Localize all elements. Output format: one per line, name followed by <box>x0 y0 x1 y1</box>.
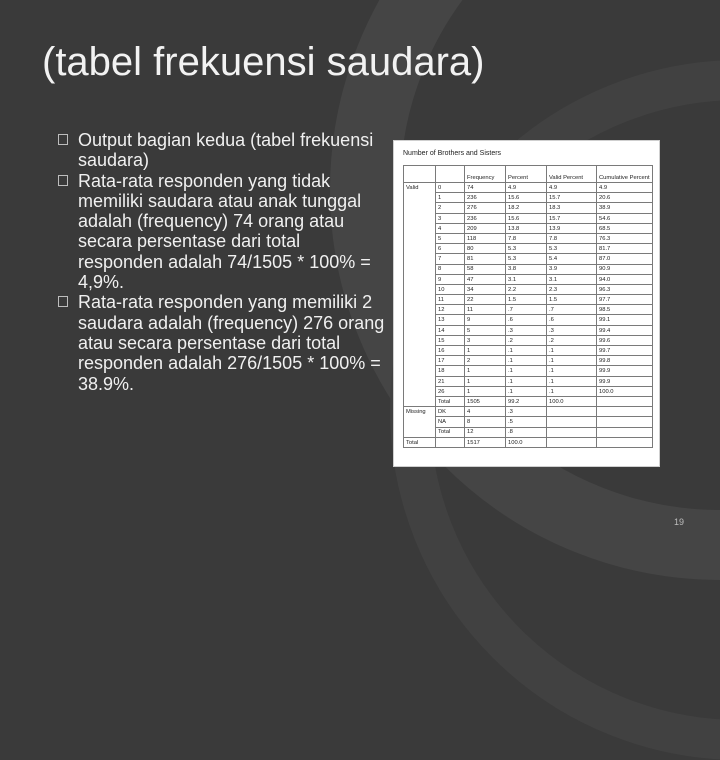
table-row <box>404 315 653 325</box>
table-cell: .1 <box>547 356 597 366</box>
table-cell <box>547 427 597 437</box>
table-cell: .1 <box>547 376 597 386</box>
table-row <box>404 254 653 264</box>
table-row <box>404 223 653 233</box>
bullet-list <box>58 130 388 394</box>
table-cell: .2 <box>547 335 597 345</box>
table-cell: .3 <box>506 407 547 417</box>
table-cell: 8 <box>436 264 465 274</box>
table-cell: 68.5 <box>597 223 653 233</box>
table-cell: .5 <box>506 417 547 427</box>
table-title: Number of Brothers and Sisters <box>403 150 502 157</box>
table-row <box>404 203 653 213</box>
table-cell: 47 <box>465 274 506 284</box>
table-cell: .7 <box>506 305 547 315</box>
table-cell <box>597 417 653 427</box>
table-cell: 3.9 <box>547 264 597 274</box>
table-cell: 236 <box>465 193 506 203</box>
table-cell: 81.7 <box>597 244 653 254</box>
table-row <box>404 213 653 223</box>
table-cell: 3.8 <box>506 264 547 274</box>
table-cell: 236 <box>465 213 506 223</box>
table-cell: 3.1 <box>547 274 597 284</box>
table-row <box>404 183 653 193</box>
table-cell: 11 <box>465 305 506 315</box>
table-header-row <box>404 166 653 183</box>
table-cell: 90.9 <box>597 264 653 274</box>
table-cell: 38.9 <box>597 203 653 213</box>
table-cell: 34 <box>465 284 506 294</box>
table-cell: 2.3 <box>547 284 597 294</box>
table-cell <box>436 437 465 447</box>
table-cell: 4 <box>465 407 506 417</box>
table-cell: 7.8 <box>547 233 597 243</box>
table-cell: 6 <box>436 244 465 254</box>
table-cell: 13 <box>436 315 465 325</box>
table-cell: 26 <box>436 386 465 396</box>
bullet-square-icon <box>58 175 68 186</box>
table-cell: 1 <box>465 376 506 386</box>
slide-title: (tabel frekuensi saudara) <box>42 40 485 84</box>
table-cell: Total <box>436 396 465 406</box>
table-cell: .1 <box>506 376 547 386</box>
table-cell: 9 <box>436 274 465 284</box>
table-cell: 100.0 <box>547 396 597 406</box>
header-empty <box>404 166 436 183</box>
table-cell: 9 <box>465 315 506 325</box>
table-cell: 15.6 <box>506 213 547 223</box>
table-cell: 18.2 <box>506 203 547 213</box>
table-cell: 14 <box>436 325 465 335</box>
table-cell: .1 <box>506 386 547 396</box>
table-cell: 7.8 <box>506 233 547 243</box>
table-cell: 5 <box>465 325 506 335</box>
table-cell: 94.0 <box>597 274 653 284</box>
table-row <box>404 274 653 284</box>
bullet-text: Output bagian kedua (tabel frekuensi saudara) <box>78 130 374 171</box>
table-cell: NA <box>436 417 465 427</box>
table-cell: 76.3 <box>597 233 653 243</box>
table-cell: 13.9 <box>547 223 597 233</box>
table-cell: 12 <box>436 305 465 315</box>
table-cell: 81 <box>465 254 506 264</box>
table-row <box>404 366 653 376</box>
table-cell: .3 <box>506 325 547 335</box>
table-cell: 58 <box>465 264 506 274</box>
table-cell: Total <box>436 427 465 437</box>
table-cell: 99.8 <box>597 356 653 366</box>
table-cell: 7 <box>436 254 465 264</box>
table-cell: 5.3 <box>506 254 547 264</box>
frequency-table <box>403 165 653 448</box>
table-cell: 5.3 <box>547 244 597 254</box>
table-cell: 99.7 <box>597 346 653 356</box>
header-cell: Frequency <box>465 166 506 183</box>
header-cell: Percent <box>506 166 547 183</box>
table-row <box>404 264 653 274</box>
table-row <box>404 417 653 427</box>
table-cell: Valid <box>404 183 436 407</box>
table-cell: 3.1 <box>506 274 547 284</box>
table-row <box>404 335 653 345</box>
table-cell: .1 <box>547 366 597 376</box>
table-cell: 4.9 <box>547 183 597 193</box>
table-cell <box>547 407 597 417</box>
table-cell: 3 <box>465 335 506 345</box>
table-row <box>404 396 653 406</box>
table-cell: 54.6 <box>597 213 653 223</box>
table-cell: 21 <box>436 376 465 386</box>
table-cell: 100.0 <box>597 386 653 396</box>
table-row <box>404 325 653 335</box>
table-row <box>404 305 653 315</box>
table-cell: 17 <box>436 356 465 366</box>
table-row <box>404 407 653 417</box>
table-cell: 99.4 <box>597 325 653 335</box>
table-cell: 20.6 <box>597 193 653 203</box>
table-cell: 99.9 <box>597 376 653 386</box>
table-cell: .1 <box>506 366 547 376</box>
table-cell: 18.3 <box>547 203 597 213</box>
table-cell: 1505 <box>465 396 506 406</box>
table-row <box>404 233 653 243</box>
table-cell: 209 <box>465 223 506 233</box>
table-cell: 276 <box>465 203 506 213</box>
bullet-item <box>58 130 388 171</box>
table-cell: Total <box>404 437 436 447</box>
bullet-text: Rata-rata responden yang tidak memiliki saudara atau anak tunggal adalah (frequency) 74 orang atau secara persentase dari total responden adalah 74/1505 * 100% = 4,9%. <box>78 170 371 293</box>
table-cell: 1 <box>465 346 506 356</box>
table-cell: .1 <box>547 386 597 396</box>
table-cell: .1 <box>506 346 547 356</box>
table-cell: 96.3 <box>597 284 653 294</box>
table-cell: .6 <box>547 315 597 325</box>
table-row <box>404 356 653 366</box>
table-cell <box>547 437 597 447</box>
table-cell: 1.5 <box>506 295 547 305</box>
table-cell: 2 <box>436 203 465 213</box>
table-cell: .2 <box>506 335 547 345</box>
table-cell <box>547 417 597 427</box>
table-cell: .1 <box>547 346 597 356</box>
table-row <box>404 244 653 254</box>
table-row <box>404 376 653 386</box>
table-row <box>404 193 653 203</box>
table-cell: 99.2 <box>506 396 547 406</box>
bullet-text: Rata-rata responden yang memiliki 2 saudara adalah (frequency) 276 orang atau secara persentase dari total responden adalah 276/1505 * 100% = 38.9%. <box>78 292 385 394</box>
header-cell: Cumulative Percent <box>597 166 653 183</box>
bullet-square-icon <box>58 296 68 307</box>
bullet-item <box>58 171 388 293</box>
bullet-item <box>58 292 388 393</box>
header-empty <box>436 166 465 183</box>
table-cell: 80 <box>465 244 506 254</box>
table-cell: 10 <box>436 284 465 294</box>
table-cell: 98.5 <box>597 305 653 315</box>
table-cell: 99.6 <box>597 335 653 345</box>
table-cell: 99.9 <box>597 366 653 376</box>
table-cell: 5.4 <box>547 254 597 264</box>
table-cell: 15.6 <box>506 193 547 203</box>
table-cell: 12 <box>465 427 506 437</box>
table-cell: 4 <box>436 223 465 233</box>
table-row <box>404 427 653 437</box>
table-cell: 100.0 <box>506 437 547 447</box>
table-cell: Missing <box>404 407 436 438</box>
table-cell: 16 <box>436 346 465 356</box>
page-number: 19 <box>674 517 685 527</box>
table-cell: 1517 <box>465 437 506 447</box>
table-cell: 87.0 <box>597 254 653 264</box>
table-cell <box>597 396 653 406</box>
table-cell: 1 <box>465 386 506 396</box>
table-cell: 13.8 <box>506 223 547 233</box>
table-cell: 118 <box>465 233 506 243</box>
table-cell: 8 <box>465 417 506 427</box>
table-cell: 1 <box>465 366 506 376</box>
table-cell: 97.7 <box>597 295 653 305</box>
table-row <box>404 386 653 396</box>
table-cell: .7 <box>547 305 597 315</box>
table-cell: 2 <box>465 356 506 366</box>
table-cell: 11 <box>436 295 465 305</box>
table-cell: 5.3 <box>506 244 547 254</box>
table-cell: 99.1 <box>597 315 653 325</box>
table-cell: 15.7 <box>547 193 597 203</box>
table-row <box>404 346 653 356</box>
table-cell: 3 <box>436 213 465 223</box>
table-cell: 0 <box>436 183 465 193</box>
table-cell: .1 <box>506 356 547 366</box>
table-cell: 15 <box>436 335 465 345</box>
table-row <box>404 284 653 294</box>
table-cell: 2.2 <box>506 284 547 294</box>
table-cell: .3 <box>547 325 597 335</box>
table-cell: 5 <box>436 233 465 243</box>
table-cell: 4.9 <box>506 183 547 193</box>
table-cell: .6 <box>506 315 547 325</box>
table-row <box>404 295 653 305</box>
table-cell: 4.9 <box>597 183 653 193</box>
table-cell: 1 <box>436 193 465 203</box>
table-cell <box>597 427 653 437</box>
header-cell: Valid Percent <box>547 166 597 183</box>
table-cell: 74 <box>465 183 506 193</box>
table-cell: 22 <box>465 295 506 305</box>
table-total-row <box>404 437 653 447</box>
frequency-table-image <box>393 140 660 467</box>
table-cell: 1.5 <box>547 295 597 305</box>
table-cell: 15.7 <box>547 213 597 223</box>
table-cell: .8 <box>506 427 547 437</box>
table-cell: 18 <box>436 366 465 376</box>
bullet-square-icon <box>58 134 68 145</box>
table-cell <box>597 437 653 447</box>
table-cell: DK <box>436 407 465 417</box>
table-cell <box>597 407 653 417</box>
